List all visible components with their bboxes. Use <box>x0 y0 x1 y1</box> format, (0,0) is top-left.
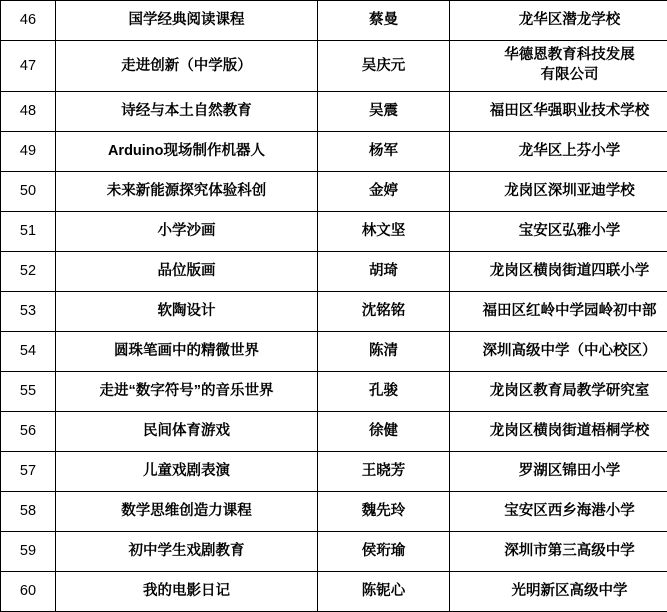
course-name-cell: 儿童戏剧表演 <box>56 452 318 492</box>
row-index-cell: 51 <box>1 212 56 252</box>
person-name-cell: 胡琦 <box>318 252 450 292</box>
row-index-cell: 48 <box>1 92 56 132</box>
table-row <box>1 92 667 132</box>
person-name-cell: 徐健 <box>318 412 450 452</box>
course-name-cell: 国学经典阅读课程 <box>56 1 318 41</box>
table-row <box>1 212 667 252</box>
school-name-cell: 深圳高级中学（中心校区） <box>450 332 667 372</box>
table-row <box>1 532 667 572</box>
school-name-cell: 龙岗区教育局教学研究室 <box>450 372 667 412</box>
table-row <box>1 172 667 212</box>
person-name-cell: 吴庆元 <box>318 41 450 92</box>
table-row <box>1 1 667 41</box>
school-name-line-2: 有限公司 <box>453 66 667 86</box>
person-name-cell: 沈铭铭 <box>318 292 450 332</box>
row-index-cell: 56 <box>1 412 56 452</box>
person-name-cell: 蔡曼 <box>318 1 450 41</box>
table-row <box>1 372 667 412</box>
person-name-cell: 孔骏 <box>318 372 450 412</box>
row-index-cell: 60 <box>1 572 56 612</box>
table-row <box>1 332 667 372</box>
row-index-cell: 47 <box>1 41 56 92</box>
school-name-cell: 宝安区西乡海港小学 <box>450 492 667 532</box>
person-name-cell: 王晓芳 <box>318 452 450 492</box>
school-name-cell: 罗湖区锦田小学 <box>450 452 667 492</box>
school-name-cell <box>450 41 667 92</box>
row-index-cell: 50 <box>1 172 56 212</box>
table-row <box>1 292 667 332</box>
table-row <box>1 132 667 172</box>
school-name-line-1: 华德恩教育科技发展 <box>453 46 667 66</box>
person-name-cell: 金婷 <box>318 172 450 212</box>
table-row <box>1 572 667 612</box>
row-index-cell: 53 <box>1 292 56 332</box>
table-row <box>1 252 667 292</box>
person-name-cell: 侯珩瑜 <box>318 532 450 572</box>
row-index-cell: 55 <box>1 372 56 412</box>
course-name-cell: 民间体育游戏 <box>56 412 318 452</box>
row-index-cell: 58 <box>1 492 56 532</box>
course-name-cell: 圆珠笔画中的精微世界 <box>56 332 318 372</box>
course-name-cell: Arduino现场制作机器人 <box>56 132 318 172</box>
row-index-cell: 46 <box>1 1 56 41</box>
course-name-cell: 未来新能源探究体验科创 <box>56 172 318 212</box>
person-name-cell: 陈铌心 <box>318 572 450 612</box>
row-index-cell: 59 <box>1 532 56 572</box>
person-name-cell: 魏先玲 <box>318 492 450 532</box>
school-name-cell: 深圳市第三高级中学 <box>450 532 667 572</box>
course-name-cell: 数学思维创造力课程 <box>56 492 318 532</box>
table-row <box>1 41 667 92</box>
person-name-cell: 吴震 <box>318 92 450 132</box>
course-table-body <box>1 1 667 612</box>
school-name-cell: 福田区华强职业技术学校 <box>450 92 667 132</box>
course-name-cell: 走进“数字符号”的音乐世界 <box>56 372 318 412</box>
row-index-cell: 52 <box>1 252 56 292</box>
school-name-cell: 龙华区上芬小学 <box>450 132 667 172</box>
table-row <box>1 452 667 492</box>
course-name-cell: 品位版画 <box>56 252 318 292</box>
course-name-cell: 走进创新（中学版） <box>56 41 318 92</box>
person-name-cell: 杨军 <box>318 132 450 172</box>
person-name-cell: 林文坚 <box>318 212 450 252</box>
row-index-cell: 54 <box>1 332 56 372</box>
school-name-cell: 宝安区弘雅小学 <box>450 212 667 252</box>
person-name-cell: 陈清 <box>318 332 450 372</box>
school-name-cell: 福田区红岭中学园岭初中部 <box>450 292 667 332</box>
table-row <box>1 412 667 452</box>
course-name-cell: 小学沙画 <box>56 212 318 252</box>
school-name-cell: 龙岗区深圳亚迪学校 <box>450 172 667 212</box>
row-index-cell: 57 <box>1 452 56 492</box>
row-index-cell: 49 <box>1 132 56 172</box>
school-name-cell: 龙岗区横岗街道四联小学 <box>450 252 667 292</box>
school-name-cell: 光明新区高级中学 <box>450 572 667 612</box>
course-name-cell: 初中学生戏剧教育 <box>56 532 318 572</box>
course-name-cell: 诗经与本土自然教育 <box>56 92 318 132</box>
course-name-cell: 我的电影日记 <box>56 572 318 612</box>
course-name-cell: 软陶设计 <box>56 292 318 332</box>
school-name-cell: 龙岗区横岗街道梧桐学校 <box>450 412 667 452</box>
school-name-cell: 龙华区潜龙学校 <box>450 1 667 41</box>
